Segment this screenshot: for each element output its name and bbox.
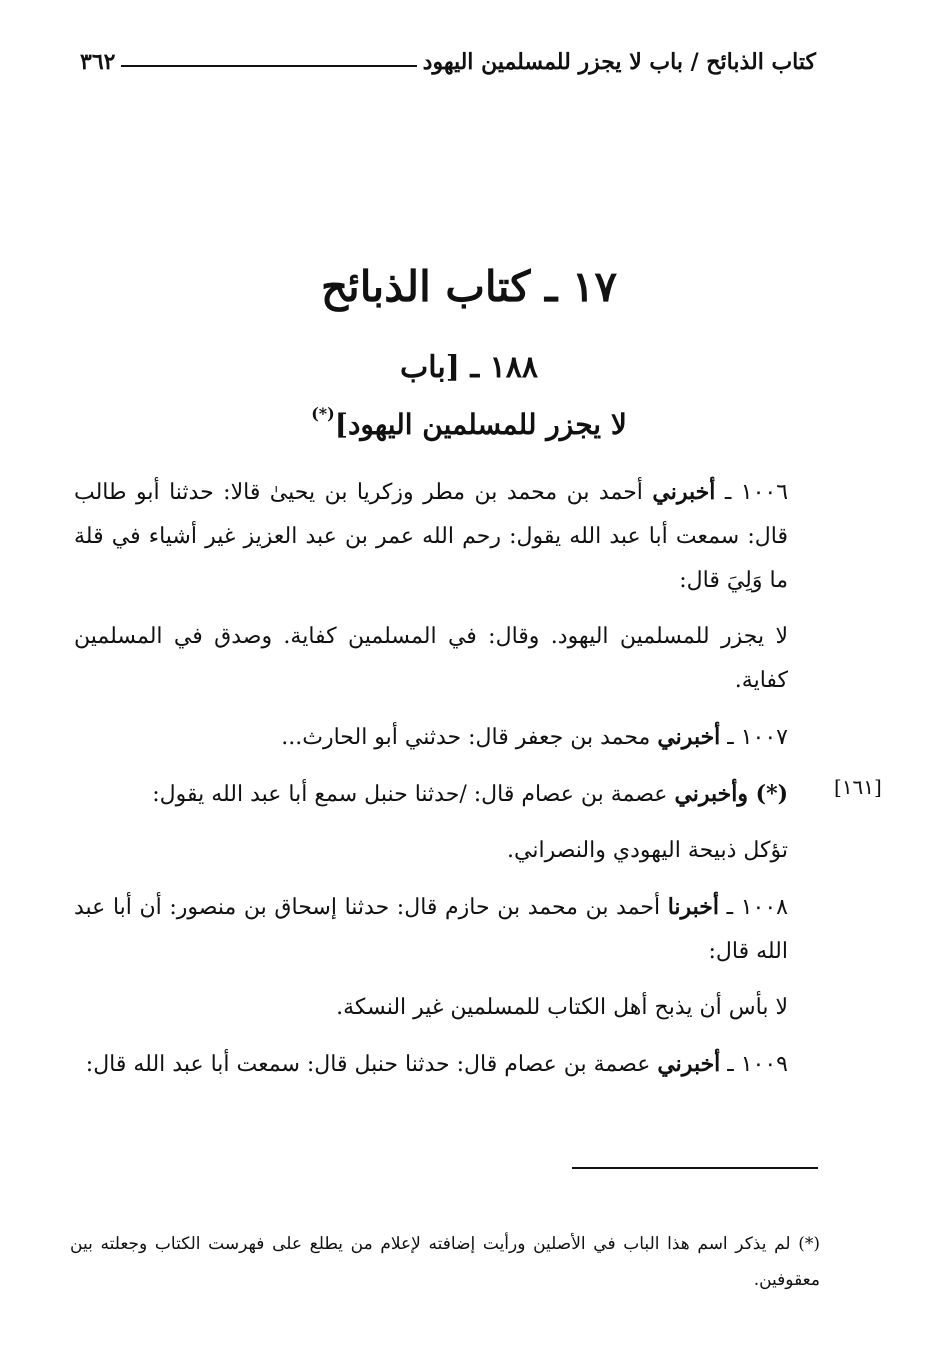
hadith-number: ١٠٠٦ ـ xyxy=(715,480,789,505)
hadith-number: ١٠٠٧ ـ xyxy=(720,725,788,750)
book-title: ١٧ ـ كتاب الذبائح xyxy=(320,262,618,311)
section-title-text: لا يجزر للمسلمين اليهود] xyxy=(334,408,627,441)
header-rule xyxy=(121,65,416,67)
hadith-marker: (*) xyxy=(748,781,788,807)
hadith-paragraph xyxy=(74,715,824,760)
hadith-paragraph xyxy=(74,1042,824,1087)
quote-paragraph xyxy=(74,829,824,873)
hadith-number: ١٠٠٩ ـ xyxy=(720,1052,788,1077)
narration-verb: أخبرني xyxy=(657,724,721,750)
paragraph-text: أحمد بن محمد بن حازم قال: حدثنا إسحاق بن منصور: أن أبا عبد الله قال: xyxy=(74,895,788,964)
page-number: ٣٦٢ xyxy=(80,49,116,75)
hadith-paragraph xyxy=(74,470,824,603)
hadith-paragraph xyxy=(74,772,824,817)
section-title xyxy=(0,404,938,441)
paragraph-text: عصمة بن عصام قال: حدثنا حنبل قال: سمعت أبا عبد الله قال: xyxy=(85,1052,658,1077)
narration-verb: وأخبرني xyxy=(674,781,749,807)
paragraph-text: لا بأس أن يذبح أهل الكتاب للمسلمين غير النسكة. xyxy=(336,995,788,1020)
paragraph-text: محمد بن جعفر قال: حدثني أبو الحارث... xyxy=(281,725,658,750)
narration-verb: أخبرنا xyxy=(667,894,720,920)
hadith-paragraph xyxy=(74,885,824,974)
section-footnote-mark: (*) xyxy=(311,404,335,423)
manuscript-folio-marker: [١٦١] xyxy=(834,775,882,799)
quote-paragraph xyxy=(74,615,824,703)
footnote-rule xyxy=(572,1167,818,1169)
paragraph-text: عصمة بن عصام قال: /حدثنا حنبل سمع أبا عبد الله يقول: xyxy=(152,782,675,807)
chapter-title: ١٨٨ ـ [باب xyxy=(400,350,538,385)
paragraph-text: تؤكل ذبيحة اليهودي والنصراني. xyxy=(507,838,788,863)
quote-paragraph xyxy=(74,986,824,1030)
footnote: (*) لم يذكر اسم هذا الباب في الأصلين ورأيت إضافته لإعلام من يطلع على فهرست الكتاب وجعلته بين معقوفين. xyxy=(70,1234,820,1290)
narration-verb: أخبرني xyxy=(657,1051,721,1077)
main-text xyxy=(74,470,824,1099)
running-title: كتاب الذبائح / باب لا يجزر للمسلمين اليهود xyxy=(422,49,816,75)
paragraph-text: أحمد بن محمد بن مطر وزكريا بن يحيىٰ قالا: حدثنا أبو طالب قال: سمعت أبا عبد الله يقول: رحم الله عمر بن عبد العزيز غير أشياء في قلة ما وَلِيَ قال: xyxy=(74,480,788,593)
narration-verb: أخبرني xyxy=(652,479,716,505)
running-header xyxy=(70,42,826,82)
hadith-number: ١٠٠٨ ـ xyxy=(719,895,788,920)
paragraph-text: لا يجزر للمسلمين اليهود. وقال: في المسلمين كفاية. وصدق في المسلمين كفاية. xyxy=(74,624,788,693)
